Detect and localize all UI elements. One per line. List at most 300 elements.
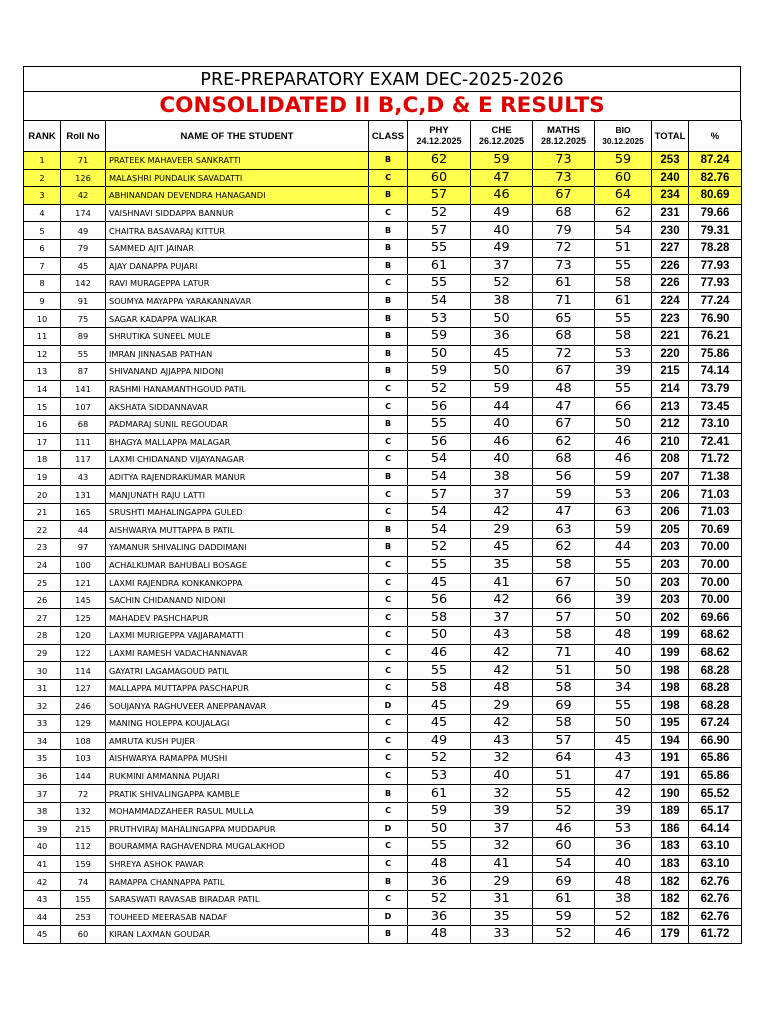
total-cell: 208 — [652, 451, 689, 469]
maths-mark-cell: 62 — [533, 433, 595, 451]
class-cell: B — [369, 785, 408, 803]
class-cell: B — [369, 926, 408, 944]
class-cell: B — [369, 292, 408, 310]
phy-mark-cell: 55 — [408, 838, 471, 856]
class-cell: B — [369, 187, 408, 205]
che-mark-cell: 52 — [471, 275, 533, 293]
class-cell: C — [369, 398, 408, 416]
class-cell: B — [369, 152, 408, 170]
total-cell: 215 — [652, 363, 689, 381]
phy-mark-cell: 48 — [408, 855, 471, 873]
rank-cell: 17 — [24, 433, 61, 451]
bio-mark-cell: 38 — [595, 890, 652, 908]
rank-cell: 18 — [24, 451, 61, 469]
table-row — [24, 433, 742, 451]
bio-mark-cell: 59 — [595, 468, 652, 486]
class-cell: C — [369, 890, 408, 908]
phy-mark-cell: 52 — [408, 750, 471, 768]
roll-no-cell: 103 — [61, 750, 106, 768]
rank-cell: 28 — [24, 627, 61, 645]
bio-mark-cell: 46 — [595, 926, 652, 944]
class-cell: C — [369, 503, 408, 521]
phy-mark-cell: 60 — [408, 169, 471, 187]
bio-mark-cell: 54 — [595, 222, 652, 240]
table-row — [24, 644, 742, 662]
phy-mark-cell: 46 — [408, 644, 471, 662]
header-rank: RANK — [24, 121, 61, 152]
bio-mark-cell: 45 — [595, 732, 652, 750]
table-row — [24, 239, 742, 257]
che-mark-cell: 45 — [471, 345, 533, 363]
total-cell: 206 — [652, 486, 689, 504]
student-name-cell: AISHWARYA RAMAPPA MUSHI — [106, 750, 369, 768]
phy-mark-cell: 53 — [408, 767, 471, 785]
percent-cell: 77.24 — [689, 292, 742, 310]
bio-mark-cell: 51 — [595, 239, 652, 257]
class-cell: C — [369, 609, 408, 627]
phy-mark-cell: 57 — [408, 486, 471, 504]
bio-mark-cell: 52 — [595, 908, 652, 926]
student-name-cell: RAMAPPA CHANNAPPA PATIL — [106, 873, 369, 891]
class-cell: D — [369, 908, 408, 926]
percent-cell: 63.10 — [689, 855, 742, 873]
percent-cell: 70.00 — [689, 591, 742, 609]
bio-mark-cell: 53 — [595, 486, 652, 504]
table-row — [24, 398, 742, 416]
rank-cell: 5 — [24, 222, 61, 240]
rank-cell: 29 — [24, 644, 61, 662]
phy-mark-cell: 50 — [408, 345, 471, 363]
roll-no-cell: 112 — [61, 838, 106, 856]
phy-mark-cell: 52 — [408, 204, 471, 222]
header-che-date: 26.12.2025 — [478, 136, 525, 146]
class-cell: C — [369, 855, 408, 873]
percent-cell: 70.00 — [689, 556, 742, 574]
roll-no-cell: 121 — [61, 574, 106, 592]
che-mark-cell: 40 — [471, 767, 533, 785]
table-row — [24, 838, 742, 856]
rank-cell: 32 — [24, 697, 61, 715]
percent-cell: 82.76 — [689, 169, 742, 187]
che-mark-cell: 44 — [471, 398, 533, 416]
roll-no-cell: 144 — [61, 767, 106, 785]
student-name-cell: ADITYA RAJENDRAKUMAR MANUR — [106, 468, 369, 486]
phy-mark-cell: 52 — [408, 380, 471, 398]
roll-no-cell: 87 — [61, 363, 106, 381]
student-name-cell: SHREYA ASHOK PAWAR — [106, 855, 369, 873]
rank-cell: 41 — [24, 855, 61, 873]
percent-cell: 65.52 — [689, 785, 742, 803]
percent-cell: 65.86 — [689, 767, 742, 785]
percent-cell: 71.03 — [689, 503, 742, 521]
rank-cell: 9 — [24, 292, 61, 310]
che-mark-cell: 38 — [471, 292, 533, 310]
maths-mark-cell: 67 — [533, 415, 595, 433]
roll-no-cell: 72 — [61, 785, 106, 803]
class-cell: B — [369, 257, 408, 275]
maths-mark-cell: 69 — [533, 873, 595, 891]
class-cell: B — [369, 539, 408, 557]
che-mark-cell: 35 — [471, 908, 533, 926]
rank-cell: 13 — [24, 363, 61, 381]
student-name-cell: SHRUTIKA SUNEEL MULE — [106, 327, 369, 345]
total-cell: 207 — [652, 468, 689, 486]
table-row — [24, 679, 742, 697]
phy-mark-cell: 52 — [408, 539, 471, 557]
maths-mark-cell: 67 — [533, 187, 595, 205]
header-che-label: CHE — [491, 125, 512, 136]
percent-cell: 70.00 — [689, 574, 742, 592]
roll-no-cell: 111 — [61, 433, 106, 451]
total-cell: 191 — [652, 767, 689, 785]
bio-mark-cell: 64 — [595, 187, 652, 205]
rank-cell: 1 — [24, 152, 61, 170]
table-row — [24, 785, 742, 803]
percent-cell: 74.14 — [689, 363, 742, 381]
table-row — [24, 591, 742, 609]
table-row — [24, 503, 742, 521]
class-cell: C — [369, 662, 408, 680]
table-row — [24, 204, 742, 222]
percent-cell: 65.86 — [689, 750, 742, 768]
roll-no-cell: 125 — [61, 609, 106, 627]
total-cell: 183 — [652, 855, 689, 873]
bio-mark-cell: 60 — [595, 169, 652, 187]
maths-mark-cell: 68 — [533, 327, 595, 345]
rank-cell: 8 — [24, 275, 61, 293]
bio-mark-cell: 34 — [595, 679, 652, 697]
bio-mark-cell: 55 — [595, 257, 652, 275]
total-cell: 230 — [652, 222, 689, 240]
total-cell: 202 — [652, 609, 689, 627]
roll-no-cell: 145 — [61, 591, 106, 609]
maths-mark-cell: 54 — [533, 855, 595, 873]
phy-mark-cell: 54 — [408, 468, 471, 486]
che-mark-cell: 40 — [471, 451, 533, 469]
table-row — [24, 380, 742, 398]
che-mark-cell: 40 — [471, 415, 533, 433]
percent-cell: 71.38 — [689, 468, 742, 486]
class-cell: C — [369, 679, 408, 697]
total-cell: 213 — [652, 398, 689, 416]
rank-cell: 16 — [24, 415, 61, 433]
rank-cell: 22 — [24, 521, 61, 539]
che-mark-cell: 49 — [471, 204, 533, 222]
class-cell: C — [369, 627, 408, 645]
maths-mark-cell: 63 — [533, 521, 595, 539]
student-name-cell: PRATEEK MAHAVEER SANKRATTI — [106, 152, 369, 170]
roll-no-cell: 60 — [61, 926, 106, 944]
student-name-cell: AJAY DANAPPA PUJARI — [106, 257, 369, 275]
total-cell: 231 — [652, 204, 689, 222]
rank-cell: 30 — [24, 662, 61, 680]
percent-cell: 76.90 — [689, 310, 742, 328]
roll-no-cell: 131 — [61, 486, 106, 504]
maths-mark-cell: 79 — [533, 222, 595, 240]
student-name-cell: GAYATRI LAGAMAGOUD PATIL — [106, 662, 369, 680]
class-cell: C — [369, 433, 408, 451]
roll-no-cell: 45 — [61, 257, 106, 275]
table-row — [24, 486, 742, 504]
percent-cell: 68.28 — [689, 679, 742, 697]
student-name-cell: SRUSHTI MAHALINGAPPA GULED — [106, 503, 369, 521]
phy-mark-cell: 36 — [408, 873, 471, 891]
rank-cell: 40 — [24, 838, 61, 856]
bio-mark-cell: 66 — [595, 398, 652, 416]
bio-mark-cell: 62 — [595, 204, 652, 222]
roll-no-cell: 68 — [61, 415, 106, 433]
total-cell: 198 — [652, 679, 689, 697]
maths-mark-cell: 73 — [533, 152, 595, 170]
phy-mark-cell: 45 — [408, 574, 471, 592]
class-cell: C — [369, 451, 408, 469]
class-cell: B — [369, 222, 408, 240]
phy-mark-cell: 55 — [408, 415, 471, 433]
table-row — [24, 802, 742, 820]
table-row — [24, 539, 742, 557]
table-row — [24, 609, 742, 627]
roll-no-cell: 55 — [61, 345, 106, 363]
rank-cell: 20 — [24, 486, 61, 504]
percent-cell: 73.79 — [689, 380, 742, 398]
student-name-cell: RAVI MURAGEPPA LATUR — [106, 275, 369, 293]
bio-mark-cell: 39 — [595, 591, 652, 609]
student-name-cell: IMRAN JINNASAB PATHAN — [106, 345, 369, 363]
table-row — [24, 363, 742, 381]
roll-no-cell: 165 — [61, 503, 106, 521]
student-name-cell: YAMANUR SHIVALING DADDIMANI — [106, 539, 369, 557]
percent-cell: 68.62 — [689, 644, 742, 662]
roll-no-cell: 75 — [61, 310, 106, 328]
maths-mark-cell: 57 — [533, 732, 595, 750]
student-name-cell: MOHAMMADZAHEER RASUL MULLA — [106, 802, 369, 820]
che-mark-cell: 32 — [471, 838, 533, 856]
maths-mark-cell: 67 — [533, 574, 595, 592]
bio-mark-cell: 58 — [595, 327, 652, 345]
percent-cell: 63.10 — [689, 838, 742, 856]
roll-no-cell: 253 — [61, 908, 106, 926]
table-row — [24, 750, 742, 768]
maths-mark-cell: 51 — [533, 767, 595, 785]
roll-no-cell: 141 — [61, 380, 106, 398]
total-cell: 203 — [652, 556, 689, 574]
roll-no-cell: 215 — [61, 820, 106, 838]
header-bio — [595, 121, 652, 152]
table-row — [24, 169, 742, 187]
total-cell: 182 — [652, 873, 689, 891]
che-mark-cell: 35 — [471, 556, 533, 574]
total-cell: 227 — [652, 239, 689, 257]
table-row — [24, 451, 742, 469]
rank-cell: 4 — [24, 204, 61, 222]
student-name-cell: LAXMI RAMESH VADACHANNAVAR — [106, 644, 369, 662]
class-cell: B — [369, 468, 408, 486]
rank-cell: 12 — [24, 345, 61, 363]
phy-mark-cell: 50 — [408, 820, 471, 838]
header-maths-label: MATHS — [546, 125, 581, 136]
maths-mark-cell: 66 — [533, 591, 595, 609]
bio-mark-cell: 48 — [595, 873, 652, 891]
che-mark-cell: 29 — [471, 521, 533, 539]
che-mark-cell: 42 — [471, 715, 533, 733]
phy-mark-cell: 59 — [408, 363, 471, 381]
percent-cell: 64.14 — [689, 820, 742, 838]
che-mark-cell: 49 — [471, 239, 533, 257]
class-cell: C — [369, 204, 408, 222]
phy-mark-cell: 48 — [408, 926, 471, 944]
percent-cell: 65.17 — [689, 802, 742, 820]
percent-cell: 61.72 — [689, 926, 742, 944]
rank-cell: 19 — [24, 468, 61, 486]
rank-cell: 31 — [24, 679, 61, 697]
rank-cell: 33 — [24, 715, 61, 733]
total-cell: 234 — [652, 187, 689, 205]
roll-no-cell: 127 — [61, 679, 106, 697]
percent-cell: 68.28 — [689, 662, 742, 680]
bio-mark-cell: 53 — [595, 820, 652, 838]
roll-no-cell: 120 — [61, 627, 106, 645]
bio-mark-cell: 46 — [595, 451, 652, 469]
phy-mark-cell: 61 — [408, 785, 471, 803]
total-cell: 223 — [652, 310, 689, 328]
bio-mark-cell: 40 — [595, 855, 652, 873]
phy-mark-cell: 52 — [408, 890, 471, 908]
maths-mark-cell: 73 — [533, 257, 595, 275]
table-row — [24, 257, 742, 275]
phy-mark-cell: 36 — [408, 908, 471, 926]
bio-mark-cell: 48 — [595, 627, 652, 645]
roll-no-cell: 49 — [61, 222, 106, 240]
roll-no-cell: 71 — [61, 152, 106, 170]
student-name-cell: MALASHRI PUNDALIK SAVADATTI — [106, 169, 369, 187]
rank-cell: 37 — [24, 785, 61, 803]
header-maths-date: 28.12.2025 — [540, 136, 587, 146]
bio-mark-cell: 58 — [595, 275, 652, 293]
total-cell: 203 — [652, 574, 689, 592]
maths-mark-cell: 46 — [533, 820, 595, 838]
che-mark-cell: 36 — [471, 327, 533, 345]
header-bio-date: 30.12.2025 — [602, 136, 644, 146]
student-name-cell: BHAGYA MALLAPPA MALAGAR — [106, 433, 369, 451]
total-cell: 198 — [652, 697, 689, 715]
rank-cell: 2 — [24, 169, 61, 187]
che-mark-cell: 45 — [471, 539, 533, 557]
maths-mark-cell: 73 — [533, 169, 595, 187]
student-name-cell: PRATIK SHIVALINGAPPA KAMBLE — [106, 785, 369, 803]
maths-mark-cell: 61 — [533, 890, 595, 908]
class-cell: C — [369, 644, 408, 662]
class-cell: D — [369, 820, 408, 838]
table-row — [24, 627, 742, 645]
student-name-cell: MALLAPPA MUTTAPPA PASCHAPUR — [106, 679, 369, 697]
percent-cell: 62.76 — [689, 873, 742, 891]
percent-cell: 79.66 — [689, 204, 742, 222]
che-mark-cell: 37 — [471, 257, 533, 275]
header-maths — [533, 121, 595, 152]
che-mark-cell: 46 — [471, 433, 533, 451]
roll-no-cell: 122 — [61, 644, 106, 662]
total-cell: 240 — [652, 169, 689, 187]
percent-cell: 72.41 — [689, 433, 742, 451]
bio-mark-cell: 63 — [595, 503, 652, 521]
student-name-cell: RUKMINI AMMANNA PUJARI — [106, 767, 369, 785]
student-name-cell: LAXMI CHIDANAND VIJAYANAGAR — [106, 451, 369, 469]
header-student-name: NAME OF THE STUDENT — [106, 121, 369, 152]
table-row — [24, 820, 742, 838]
header-total: TOTAL — [652, 121, 689, 152]
table-row — [24, 767, 742, 785]
roll-no-cell: 100 — [61, 556, 106, 574]
total-cell: 226 — [652, 275, 689, 293]
che-mark-cell: 37 — [471, 820, 533, 838]
bio-mark-cell: 44 — [595, 539, 652, 557]
phy-mark-cell: 57 — [408, 187, 471, 205]
total-cell: 183 — [652, 838, 689, 856]
phy-mark-cell: 58 — [408, 679, 471, 697]
phy-mark-cell: 61 — [408, 257, 471, 275]
che-mark-cell: 29 — [471, 873, 533, 891]
che-mark-cell: 47 — [471, 169, 533, 187]
che-mark-cell: 33 — [471, 926, 533, 944]
percent-cell: 70.00 — [689, 539, 742, 557]
roll-no-cell: 107 — [61, 398, 106, 416]
roll-no-cell: 246 — [61, 697, 106, 715]
rank-cell: 14 — [24, 380, 61, 398]
maths-mark-cell: 56 — [533, 468, 595, 486]
phy-mark-cell: 45 — [408, 697, 471, 715]
percent-cell: 71.03 — [689, 486, 742, 504]
roll-no-cell: 159 — [61, 855, 106, 873]
maths-mark-cell: 62 — [533, 539, 595, 557]
maths-mark-cell: 61 — [533, 275, 595, 293]
che-mark-cell: 32 — [471, 785, 533, 803]
student-name-cell: PRUTHVIRAJ MAHALINGAPPA MUDDAPUR — [106, 820, 369, 838]
class-cell: C — [369, 556, 408, 574]
maths-mark-cell: 60 — [533, 838, 595, 856]
class-cell: D — [369, 697, 408, 715]
roll-no-cell: 79 — [61, 239, 106, 257]
table-row — [24, 345, 742, 363]
roll-no-cell: 114 — [61, 662, 106, 680]
rank-cell: 35 — [24, 750, 61, 768]
rank-cell: 10 — [24, 310, 61, 328]
class-cell: C — [369, 732, 408, 750]
student-name-cell: PADMARAJ SUNIL REGOUDAR — [106, 415, 369, 433]
rank-cell: 44 — [24, 908, 61, 926]
phy-mark-cell: 56 — [408, 398, 471, 416]
percent-cell: 67.24 — [689, 715, 742, 733]
roll-no-cell: 129 — [61, 715, 106, 733]
phy-mark-cell: 55 — [408, 556, 471, 574]
phy-mark-cell: 57 — [408, 222, 471, 240]
maths-mark-cell: 59 — [533, 486, 595, 504]
table-row — [24, 556, 742, 574]
maths-mark-cell: 58 — [533, 627, 595, 645]
table-row — [24, 873, 742, 891]
student-name-cell: KIRAN LAXMAN GOUDAR — [106, 926, 369, 944]
total-cell: 212 — [652, 415, 689, 433]
exam-title: PRE-PREPARATORY EXAM DEC-2025-2026 — [23, 66, 741, 92]
percent-cell: 79.31 — [689, 222, 742, 240]
total-cell: 195 — [652, 715, 689, 733]
bio-mark-cell: 42 — [595, 785, 652, 803]
table-row — [24, 415, 742, 433]
maths-mark-cell: 68 — [533, 451, 595, 469]
rank-cell: 38 — [24, 802, 61, 820]
total-cell: 189 — [652, 802, 689, 820]
phy-mark-cell: 55 — [408, 275, 471, 293]
percent-cell: 77.93 — [689, 257, 742, 275]
